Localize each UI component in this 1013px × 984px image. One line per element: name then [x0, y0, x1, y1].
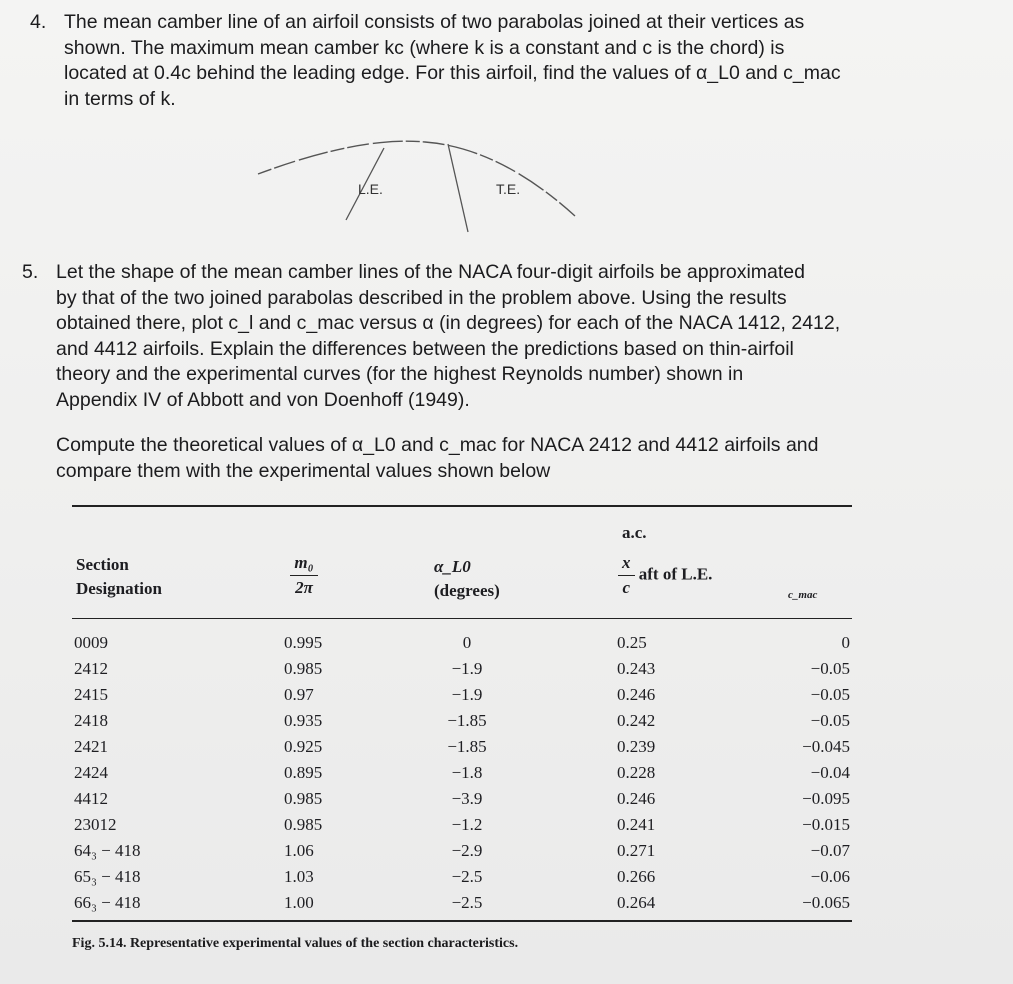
table-top-rule	[72, 505, 852, 507]
table-row: 66₃ − 418 1.00 −2.5 0.264 −0.065	[74, 893, 850, 912]
problem-4-number: 4.	[30, 11, 47, 33]
header-m0: $\frac{\text{m₀}}{2\pi}$	[284, 551, 324, 600]
problem-5-text	[56, 260, 982, 484]
problem-4-line: in terms of k.	[64, 87, 176, 110]
camber-curve	[258, 141, 575, 216]
table-row: 2415 0.97 −1.9 0.246 −0.05	[74, 685, 850, 704]
problem-5-line: theory and the experimental curves (for the highest Reynolds number) shown in	[56, 363, 744, 385]
problem-4-text	[64, 10, 980, 112]
table-row: 2421 0.925 −1.85 0.239 −0.045	[74, 737, 850, 756]
header-aerodynamic-center: a.c. $\frac{x}{c}$ aft of L.E.	[618, 521, 712, 600]
problem-5-line: Let the shape of the mean camber lines of the NACA four-digit airfoils be approximated	[56, 261, 805, 283]
problem-5	[22, 260, 982, 484]
problem-5-line: and 4412 airfoils. Explain the differences between the predictions based on thin-airfoil	[56, 337, 794, 360]
header-alpha-l0: α_L0 (degrees)	[434, 557, 500, 600]
te-label: T.E.	[496, 181, 521, 197]
table-header-rule	[72, 618, 852, 619]
problem-4	[30, 10, 980, 112]
table-row: 2418 0.935 −1.85 0.242 −0.05	[74, 711, 850, 730]
figure-caption: Fig. 5.14. Representative experimental values of the section characteristics.	[72, 936, 519, 951]
table-bottom-rule	[72, 920, 852, 922]
table-row: 65₃ − 418 1.03 −2.5 0.266 −0.06	[74, 867, 850, 886]
camber-line-figure	[250, 128, 590, 238]
header-cmac: c_mac	[788, 589, 818, 601]
problem-4-line: The mean camber line of an airfoil consists of two parabolas joined at their vertices as	[64, 11, 805, 33]
problem-4-line: shown. The maximum mean camber kc (where k is a constant and c is the chord) is	[64, 36, 785, 59]
problem-5-number: 5.	[22, 261, 39, 283]
problem-5-line: by that of the two joined parabolas described in the problem above. Using the results	[56, 286, 787, 309]
problem-5-line: Appendix IV of Abbott and von Doenhoff (1949).	[56, 388, 470, 411]
trailing-edge-line	[448, 144, 468, 232]
table-row: 23012 0.985 −1.2 0.241 −0.015	[74, 815, 850, 834]
table-row: 0009 0.995 0 0.25 0	[74, 633, 850, 652]
table-row: 4412 0.985 −3.9 0.246 −0.095	[74, 789, 850, 808]
table-body	[72, 630, 862, 916]
header-section-designation: Section Designation	[76, 555, 162, 598]
problem-4-line: located at 0.4c behind the leading edge. For this airfoil, find the values of α_L0 and c_mac	[64, 62, 841, 84]
le-label: L.E.	[358, 181, 383, 197]
table-row: 2424 0.895 −1.8 0.228 −0.04	[74, 763, 850, 782]
problem-5-line: Compute the theoretical values of α_L0 and c_mac for NACA 2412 and 4412 airfoils and	[56, 434, 819, 456]
problem-5-line: compare them with the experimental values shown below	[56, 459, 551, 482]
table-row: 2412 0.985 −1.9 0.243 −0.05	[74, 659, 850, 678]
table-row: 64₃ − 418 1.06 −2.9 0.271 −0.07	[74, 841, 850, 860]
problem-5-line: obtained there, plot c_l and c_mac versus α (in degrees) for each of the NACA 1412, 2412,	[56, 312, 841, 334]
